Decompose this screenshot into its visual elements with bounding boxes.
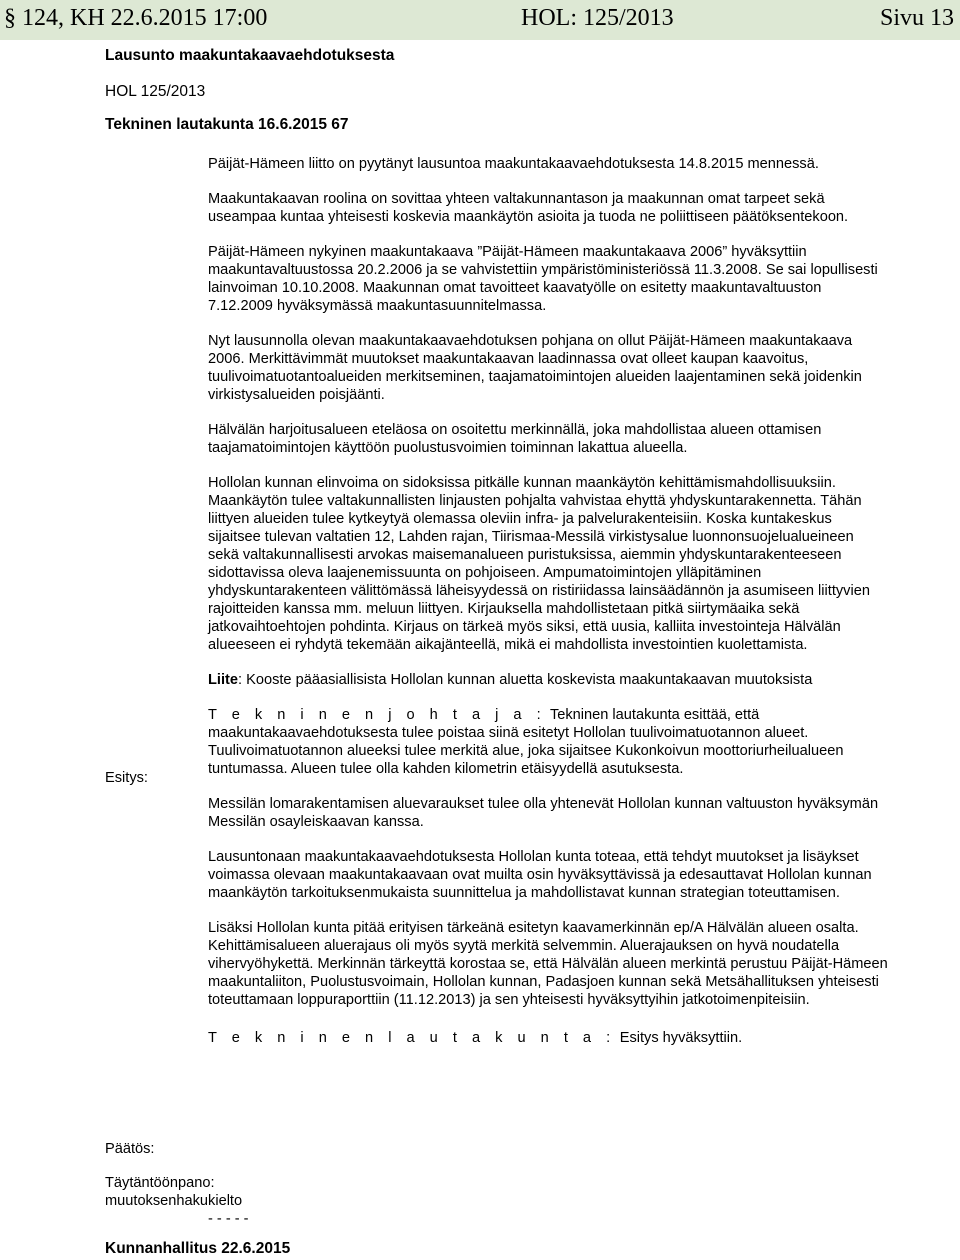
execution-label: Täytäntöönpano: (105, 1175, 215, 1191)
page-number: Sivu 13 (879, 5, 954, 31)
attachment-text: : Kooste pääasiallisista Hollolan kunnan aluetta koskevista maakuntakaavan muutoksista (238, 672, 813, 688)
paragraph-6: Hollolan kunnan elinvoima on sidoksissa pitkälle kunnan maankäytön kehittämismahdollisuuksiin. Maankäytön tulee valtakunnallisten linjausten pohjalta vahvistaa ehyttä yhdyskuntarakennetta. Tähän liittyen alueiden tulee kytkeytyä olemassa oleviin infra- ja palvelurakenteisiin. Koska kuntakeskus sijaitsee tulevan valtatien 12, Lahden rajan, Tiirismaa-Messilä virkistysalue luonnonsuojelualueineen sekä valtakunnallisesti arvokas maisemanalueen puristuksissa, aiemmin yhdyskuntarakenteeseen sidottavissa oleva laajenemissuunta on pohjoiseen. Ampumatoimintojen ylläpitäminen yhdyskuntarakenteen välittömässä läheisyydessä on ristiriidassa lainsäädännön ja asumiseen liittyvien rajoitteiden kanssa mm. meluun liittyen. Kirjauksella mahdollistetaan pitkä siirtymäaika sekä jatkovaihtoehtojen pohdinta. Kirjaus on tärkeä myös siksi, että uusia, kalliita investointeja Hälvälän alueeseen ei ryhdytä tekemään aikajänteellä, mikä ei mahdollista investointien kuolettamista. (208, 475, 870, 653)
separator-dashes: - - - - - (208, 1211, 249, 1227)
meeting-ref: § 124, KH 22.6.2015 17:00 (4, 5, 268, 31)
proposal-paragraph-4: Lisäksi Hollolan kunta pitää erityisen tärkeänä esitetyn kaavamerkinnän ep/A Hälvälän alueen osalta. Kehittämisalueen aluerajaus oli myös syytä merkitä selvemmin. Aluerajauksen on hyvä noudatella vihervyöhykettä. Merkinnän tärkeyttä korostaa se, että Hälvälän alueen merkintä perustuu Päijät-Hämeen maakuntaliiton, Puolustusvoimain, Hollolan kunnan, Padasjoen kunnan sekä Metsähallituksen yhteisesti toteuttamaan loppuraporttiin (11.12.2013) ja sen yhteisesti hyväksyttyihin jatkotoimenpiteisiin. (208, 920, 888, 1008)
proposal-paragraph-2: Messilän lomarakentamisen aluevaraukset tulee olla yhtenevät Hollolan kunnan valtuuston hyväksymän Messilän osayleiskaavan kanssa. (208, 796, 879, 830)
proposal-paragraph-3: Lausuntonaan maakuntakaavaehdotuksesta Hollolan kunta toteaa, että tehdyt muutokset ja lisäykset voimassa olevaan maakuntakaavaan ovat muilta osin hyväksyttävissä ja edesauttavat Hollolan kunnan maankäytön tarkoituksenmukaista suunnittelua ja mahdollistavat kunnan strategian toteuttamisen. (208, 849, 872, 901)
proposal-speaker: T e k n i n e n j o h t a j a : (208, 707, 547, 723)
attachment-label: Liite (208, 672, 238, 688)
appeal-label: muutoksenhakukielto (105, 1193, 243, 1209)
proposal-paragraph-1 (208, 706, 888, 778)
proposal-text: Tekninen lautakunta esittää, että maakuntakaavaehdotuksesta tulee poistaa siinä esitetyt Hollolan tuulivoimatuotannon alueet. Tuulivoimatuotannon alueeksi tulee merkitä alue, joka sijaitsee Kukonkoivun moottoriurheilualueen tuntumassa. Alueen tulee olla kahden kilometrin etäisyydellä asutuksesta. (208, 707, 844, 777)
paragraph-2: Maakuntakaavan roolina on sovittaa yhteen valtakunnantason ja maakunnan omat tarpeet sekä useampaa kuntaa yhteisesti koskevia maankäytön asioita ja tuoda ne poliittiseen päätöksentekoon. (208, 191, 849, 225)
paragraph-3: Päijät-Hämeen nykyinen maakuntakaava ”Päijät-Hämeen maakuntakaava 2006” hyväksyttiin maakuntavaltuustossa 20.2.2006 ja se vahvistettiin ympäristöministeriössä 11.3.2008. Se sai lopullisesti lainvoiman 10.10.2008. Maakunnan omat tavoitteet kaavatyölle on esitetty maakuntavaltuuston 7.12.2009 hyväksymässä maakuntasuunnitelmassa. (208, 244, 878, 314)
committee-reference: Tekninen lautakunta 16.6.2015 67 (105, 116, 349, 133)
decision-text: Esitys hyväksyttiin. (615, 1030, 743, 1046)
hol-ref: HOL: 125/2013 (521, 5, 674, 31)
page-header (0, 0, 960, 40)
document-title: Lausunto maakuntakaavaehdotuksesta (105, 47, 395, 64)
decision-label: Päätös: (105, 1141, 155, 1157)
execution-block (105, 1174, 249, 1228)
hol-reference: HOL 125/2013 (105, 83, 206, 100)
proposal-label: Esitys: (105, 770, 148, 786)
decision-paragraph (208, 1029, 888, 1047)
decision-speaker: T e k n i n e n l a u t a k u n t a : (208, 1030, 616, 1046)
paragraph-4: Nyt lausunnolla olevan maakuntakaavaehdotuksen pohjana on ollut Päijät-Hämeen maakuntakaava 2006. Merkittävimmät muutokset maakuntakaavan laadinnassa ovat olleet kaupan kaavoitus, tuulivoimatuotantoalueiden merkitseminen, taajamatoimintojen alueiden laajentaminen sekä joidenkin virkistysalueiden poisjäänti. (208, 333, 862, 403)
title-block (105, 46, 394, 135)
next-section-title: Kunnanhallitus 22.6.2015 (105, 1240, 291, 1257)
paragraph-5: Hälvälän harjoitusalueen eteläosa on osoitettu merkinnällä, joka mahdollistaa alueen ottamisen taajamatoimintojen käyttöön puolustusvoimien toiminnan lakattua alueella. (208, 422, 822, 456)
body-text (208, 155, 888, 1047)
attachment-line (208, 671, 888, 689)
paragraph-1: Päijät-Hämeen liitto on pyytänyt lausuntoa maakuntakaavaehdotuksesta 14.8.2015 mennessä. (208, 156, 819, 172)
